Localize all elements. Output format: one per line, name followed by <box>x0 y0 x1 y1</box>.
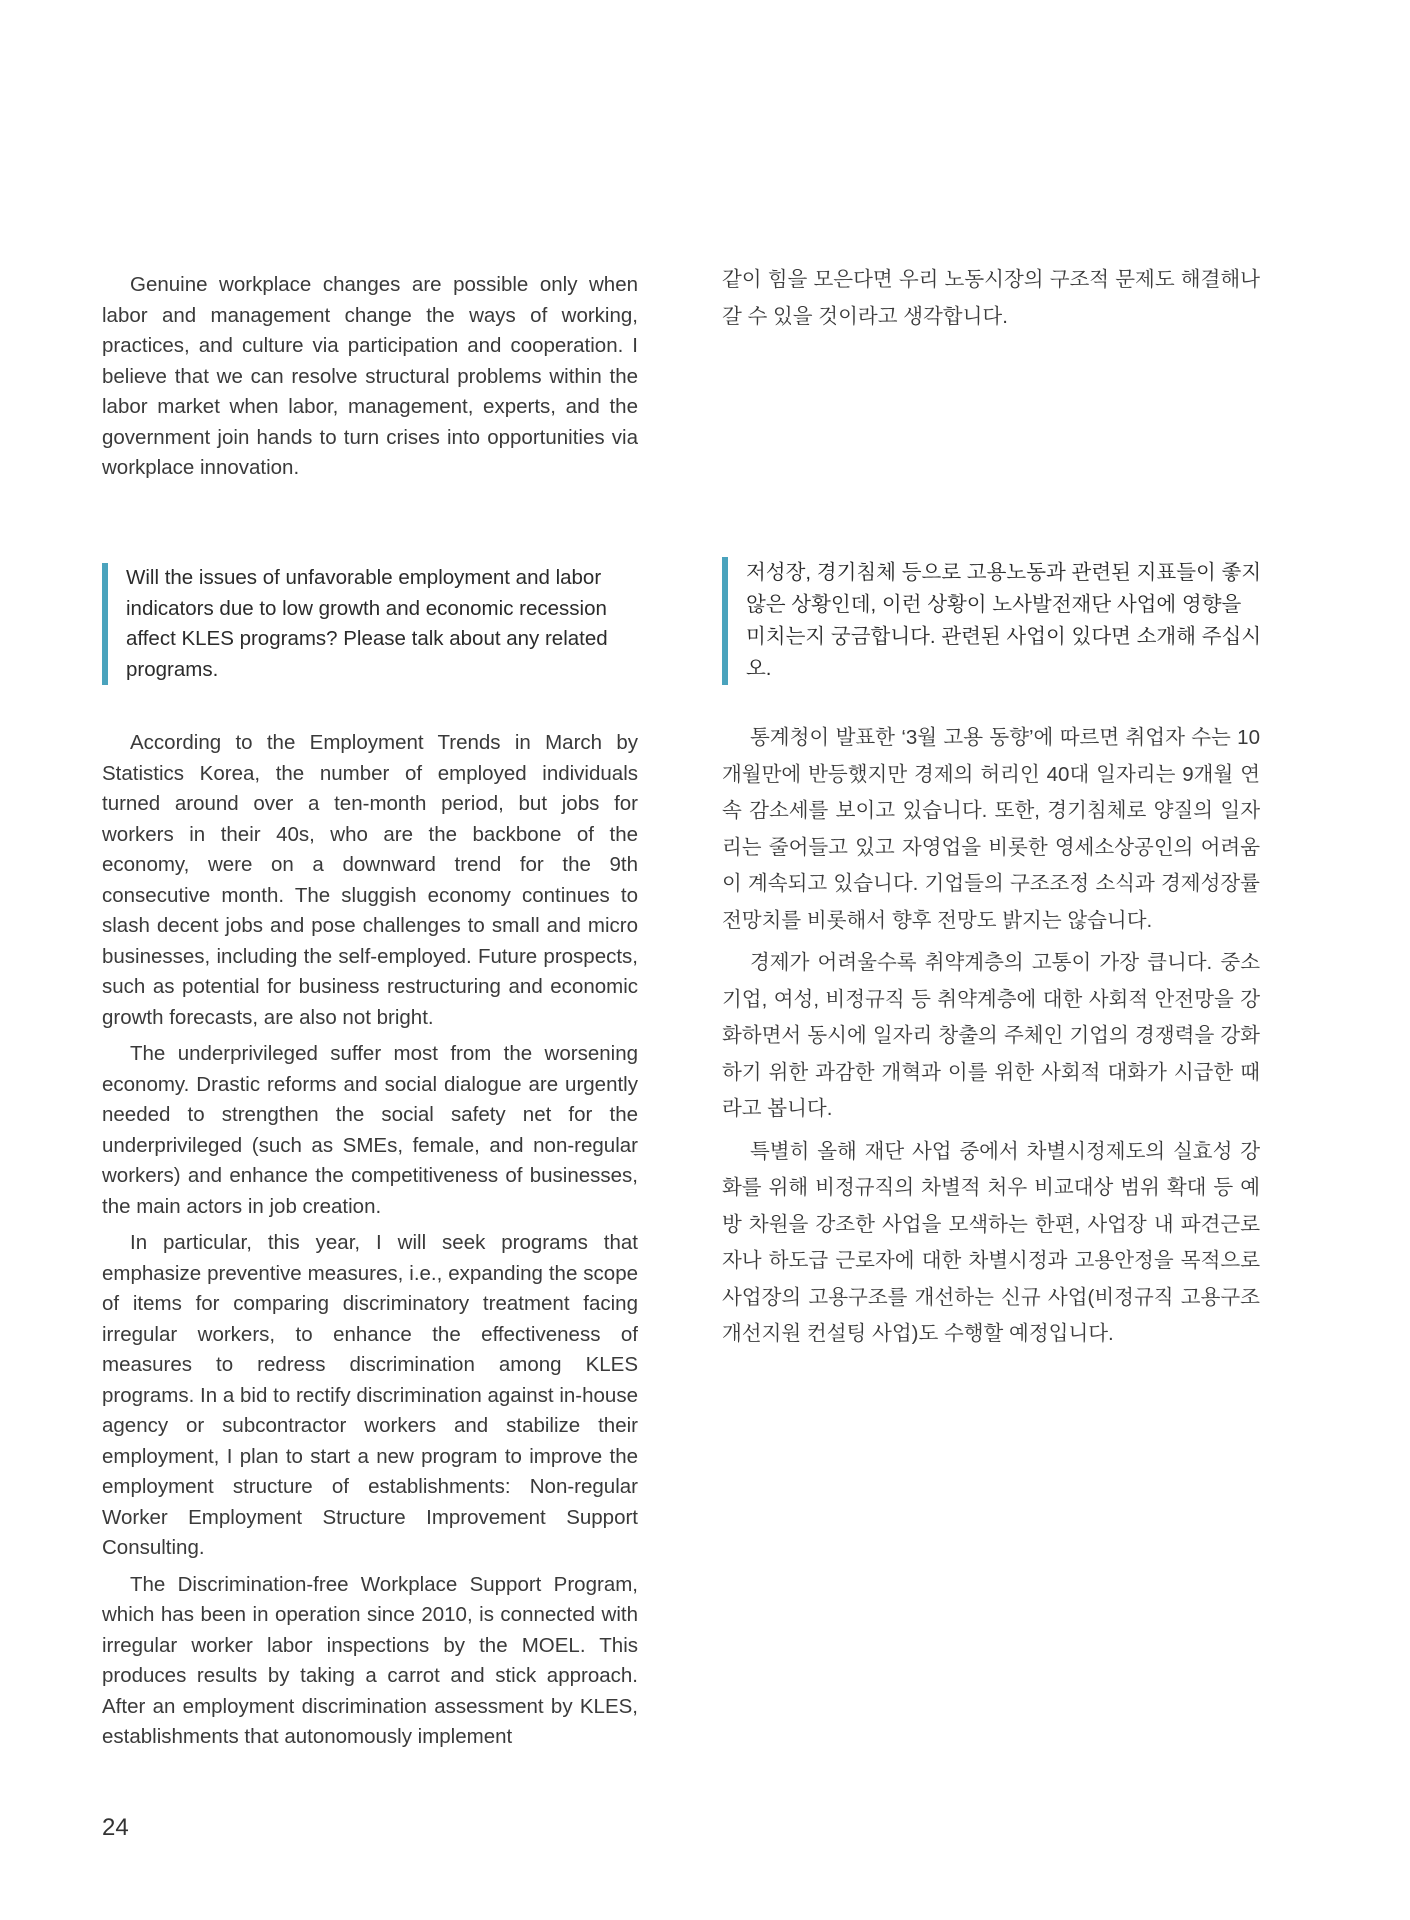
answer-ko-paragraph-1: 통계청이 발표한 ‘3월 고용 동향’에 따르면 취업자 수는 10개월만에 반등했지만 경제의 허리인 40대 일자리는 9개월 연속 감소세를 보이고 있습니다. 또한, 경기침체로 양질의 일자리는 줄어들고 있고 자영업을 비롯한 영세소상공인의 어려움이 계속되고 있습니다. 기업들의 구조조정 소식과 경제성장률 전망치를 비롯해서 향후 전망도 밝지는 않습니다. <box>722 726 1260 932</box>
question-en-text: Will the issues of unfavorable employment and labor indicators due to low growth and economic recession affect KLES programs? Please talk about any related programs. <box>126 566 608 681</box>
intro-ko-paragraph: 같이 힘을 모은다면 우리 노동시장의 구조적 문제도 해결해나갈 수 있을 것이라고 생각합니다. <box>722 268 1260 328</box>
answer-ko-paragraph-3: 특별히 올해 재단 사업 중에서 차별시정제도의 실효성 강화를 위해 비정규직의 차별적 처우 비교대상 범위 확대 등 예방 차원을 강조한 사업을 모색하는 한편, 사업장 내 파견근로자나 하도급 근로자에 대한 차별시정과 고용안정을 목적으로 사업장의 고용구조를 개선하는 신규 사업(비정규직 고용구조개선지원 컨설팅 사업)도 수행할 예정입니다. <box>722 1139 1260 1345</box>
intro-en-paragraph: Genuine workplace changes are possible only when labor and management change the ways of working, practices, and culture via participation and cooperation. I believe that we can resolve structural problems within the labor market when labor, management, experts, and the government join hands to turn crises into opportunities via workplace innovation. <box>102 273 638 479</box>
answer-en-paragraph-4: The Discrimination-free Workplace Support Program, which has been in operation since 2010, is connected with irregular worker labor inspections by the MOEL. This produces results by taking a carrot and stick approach. After an employment discrimination assessment by KLES, establishments that autonomously implement <box>102 1572 638 1748</box>
answer-ko-block <box>722 720 1260 1353</box>
answer-en-paragraph-2: The underprivileged suffer most from the worsening economy. Drastic reforms and social dialogue are urgently needed to strengthen the social safety net for the underprivileged (such as SMEs, female, and non-regular workers) and enhance the competitiveness of businesses, the main actors in job creation. <box>102 1042 638 1218</box>
intro-ko-block <box>722 262 1260 335</box>
answer-en-paragraph-1: According to the Employment Trends in March by Statistics Korea, the number of employed individuals turned around over a ten-month period, but jobs for workers in their 40s, who are the backbone of the economy, were on a downward trend for the 9th consecutive month. The sluggish economy continues to slash decent jobs and pose challenges to small and micro businesses, including the self-employed. Future prospects, such as potential for business restructuring and economic growth forecasts, are also not bright. <box>102 731 638 1029</box>
question-ko-block <box>722 557 1264 685</box>
answer-en-block <box>102 728 638 1753</box>
page-number: 24 <box>102 1814 129 1841</box>
answer-en-paragraph-3: In particular, this year, I will seek programs that emphasize preventive measures, i.e., expanding the scope of items for comparing discriminatory treatment facing irregular workers, to enhance the effectiveness of measures to redress discrimination among KLES programs. In a bid to rectify discrimination against in-house agency or subcontractor workers and stabilize their employment, I plan to start a new program to improve the employment structure of establishments: Non-regular Worker Employment Structure Improvement Support Consulting. <box>102 1231 638 1559</box>
answer-ko-paragraph-2: 경제가 어려울수록 취약계층의 고통이 가장 큽니다. 중소기업, 여성, 비정규직 등 취약계층에 대한 사회적 안전망을 강화하면서 동시에 일자리 창출의 주체인 기업의 경쟁력을 강화하기 위한 과감한 개혁과 이를 위한 사회적 대화가 시급한 때라고 봅니다. <box>722 951 1260 1120</box>
question-en-block <box>102 563 646 685</box>
intro-en-block <box>102 270 638 484</box>
question-ko-text: 저성장, 경기침체 등으로 고용노동과 관련된 지표들이 좋지 않은 상황인데, 이런 상황이 노사발전재단 사업에 영향을 미치는지 궁금합니다. 관련된 사업이 있다면 소개해 주십시오. <box>746 561 1262 680</box>
